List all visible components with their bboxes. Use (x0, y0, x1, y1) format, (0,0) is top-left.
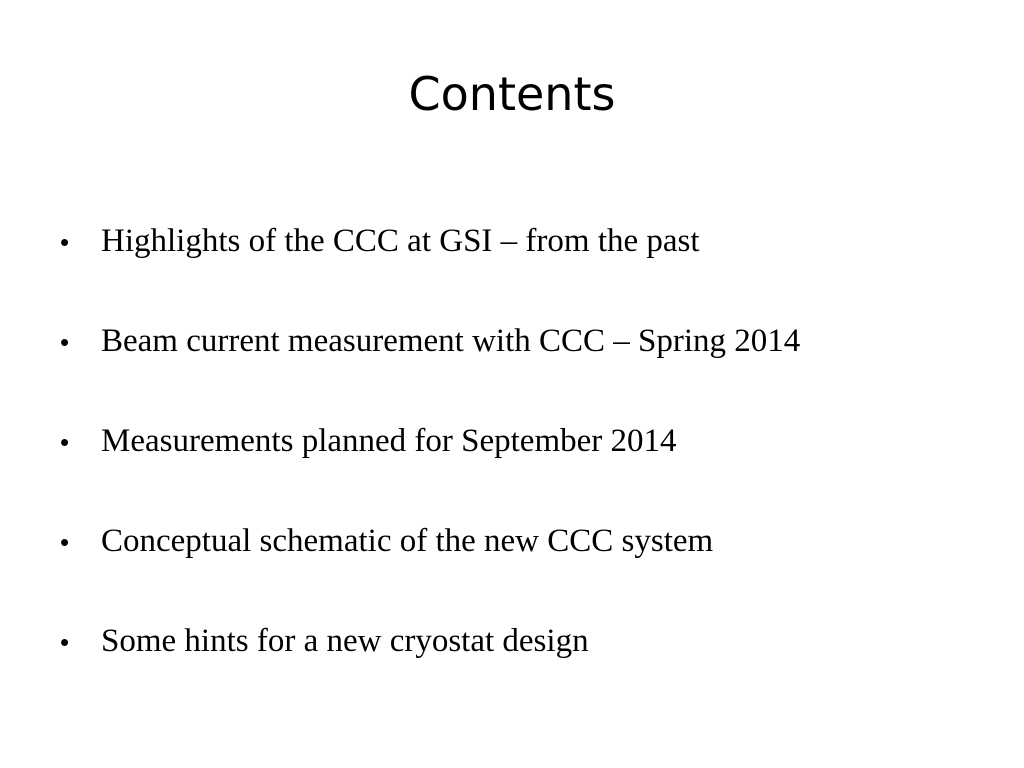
list-item (60, 418, 1000, 518)
bullet-list (60, 218, 1000, 718)
list-item (60, 518, 1000, 618)
list-item-text: Highlights of the CCC at GSI – from the past (101, 223, 700, 259)
slide-title: Contents (408, 67, 616, 121)
list-item (60, 618, 1000, 718)
bullet-icon: • (60, 627, 70, 657)
bullet-icon: • (60, 527, 70, 557)
list-item (60, 218, 1000, 318)
list-item-text: Measurements planned for September 2014 (101, 423, 677, 459)
bullet-icon: • (60, 427, 70, 457)
list-item-text: Conceptual schematic of the new CCC system (101, 523, 714, 559)
list-item (60, 318, 1000, 418)
bullet-icon: • (60, 327, 70, 357)
list-item-text: Some hints for a new cryostat design (101, 623, 589, 659)
bullet-icon: • (60, 227, 70, 257)
list-item-text: Beam current measurement with CCC – Spring 2014 (101, 323, 801, 359)
